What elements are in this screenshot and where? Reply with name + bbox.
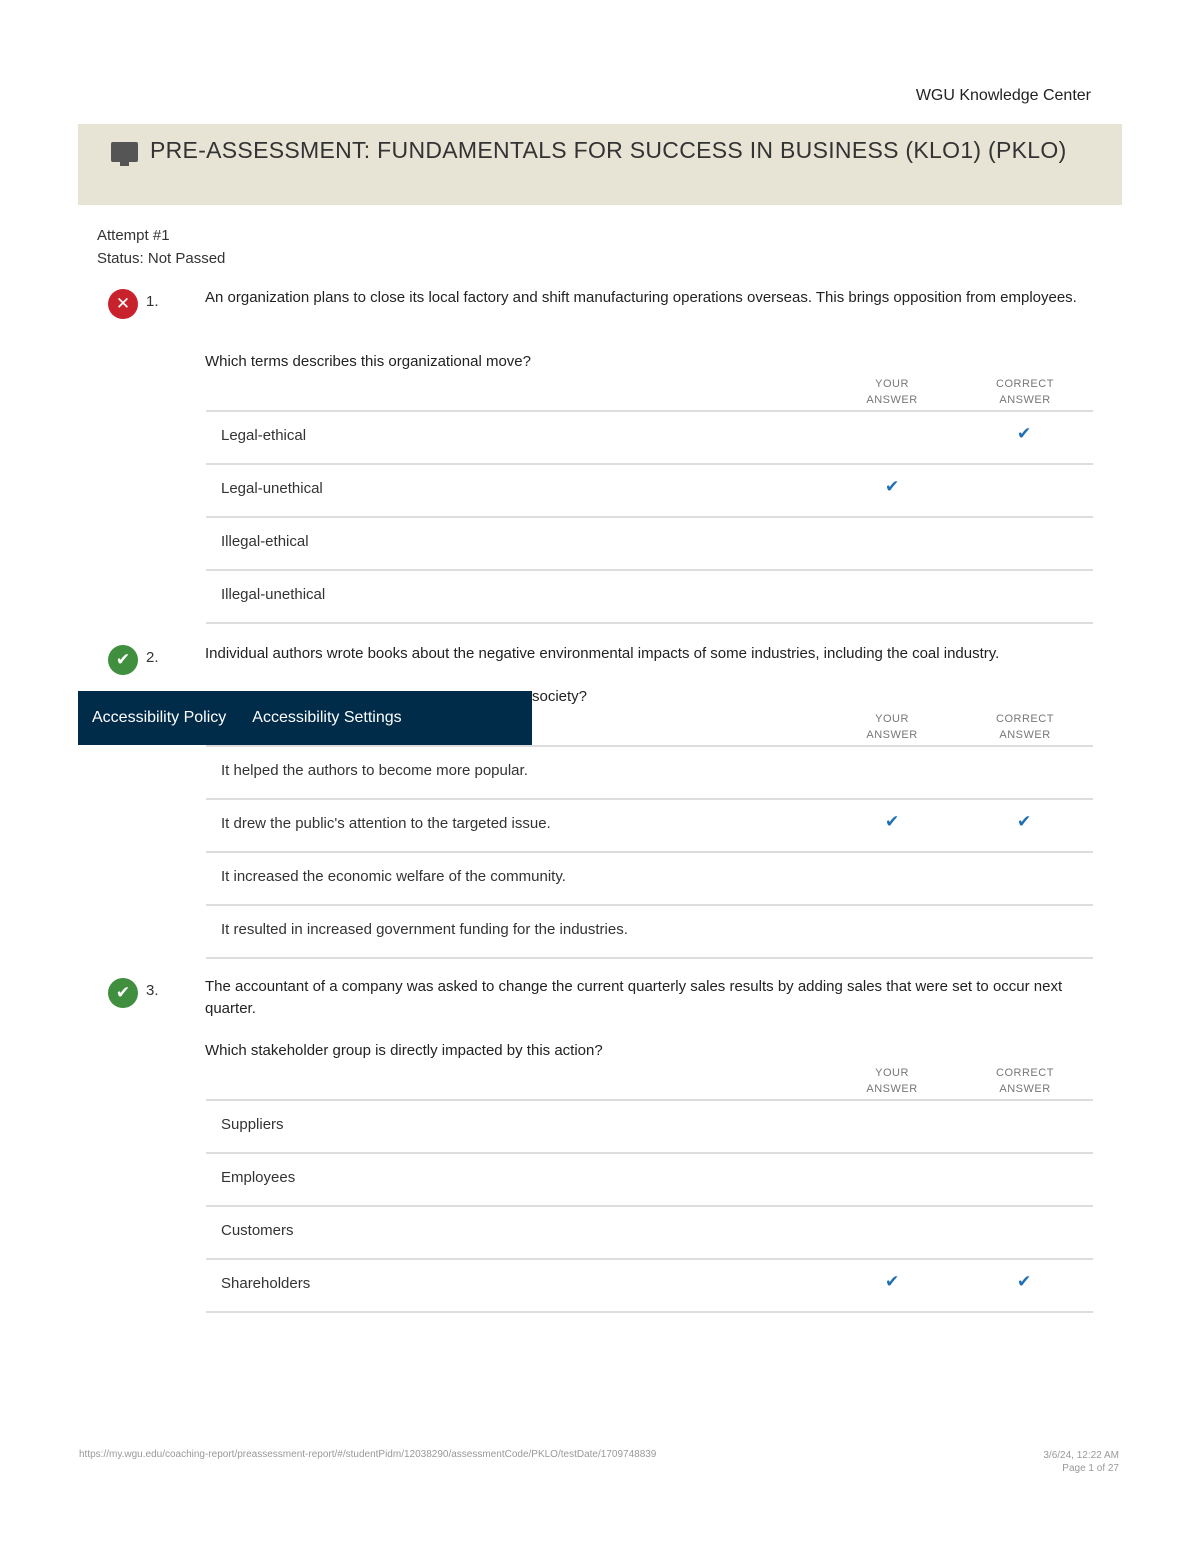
question-text: Individual authors wrote books about the negative environmental impacts of some industries, including the coal industry. [205, 645, 1000, 662]
page-header: WGU Knowledge Center [915, 87, 1091, 104]
footer-page: Page 1 of 27 [1062, 1463, 1119, 1474]
check-circle-icon: ✔ [108, 645, 138, 675]
wrong-icon: ✕ [108, 289, 138, 319]
option-row [206, 1101, 1093, 1154]
monitor-icon [111, 142, 138, 162]
option-label: Customers [221, 1222, 294, 1239]
footer-url: https://my.wgu.edu/coaching-report/preassessment-report/#/studentPidm/12038290/assessmentCode/PKLO/testDate/1709748839 [79, 1449, 657, 1460]
correct-answer-header: CORRECT ANSWER [996, 713, 1054, 741]
attempt-number: Attempt #1 [97, 227, 170, 244]
check-icon: ✔ [885, 1272, 900, 1291]
question-prompt: Which terms describes this organizational move? [205, 353, 531, 370]
option-label: Shareholders [221, 1275, 311, 1292]
correct-answer-header: CORRECT ANSWER [996, 378, 1054, 406]
footer-meta [1043, 1449, 1119, 1475]
your-answer-header: YOUR ANSWER [866, 713, 918, 741]
accessibility-settings-link[interactable]: Accessibility Settings [252, 709, 402, 726]
your-answer-header: YOUR ANSWER [866, 1067, 918, 1095]
question-number: 2. [146, 649, 159, 666]
accessibility-policy-link[interactable]: Accessibility Policy [92, 709, 227, 726]
footer-date: 3/6/24, 12:22 AM [1043, 1450, 1119, 1461]
assessment-banner [78, 124, 1122, 205]
option-row [206, 906, 1093, 959]
option-row [206, 747, 1093, 800]
option-row [206, 465, 1093, 518]
option-label: It drew the public's attention to the targeted issue. [221, 815, 551, 832]
question-number: 1. [146, 293, 159, 310]
check-circle-icon: ✔ [108, 978, 138, 1008]
options-list [206, 410, 1093, 624]
option-label: Illegal-unethical [221, 586, 326, 603]
option-label: Legal-ethical [221, 427, 307, 444]
check-icon: ✔ [1017, 812, 1032, 831]
options-list [206, 1099, 1093, 1313]
option-row [206, 412, 1093, 465]
option-row [206, 571, 1093, 624]
option-label: It helped the authors to become more popular. [221, 762, 528, 779]
check-icon: ✔ [885, 477, 900, 496]
option-label: Suppliers [221, 1116, 284, 1133]
option-label: It resulted in increased government funding for the industries. [221, 921, 628, 938]
question-text: An organization plans to close its local factory and shift manufacturing operations overseas. This brings opposition from employees. [205, 289, 1077, 306]
check-icon: ✔ [885, 812, 900, 831]
correct-answer-header: CORRECT ANSWER [996, 1067, 1054, 1095]
option-label: It increased the economic welfare of the community. [221, 868, 566, 885]
option-label: Illegal-ethical [221, 533, 309, 550]
question-prompt: Which stakeholder group is directly impacted by this action? [205, 1042, 603, 1059]
option-label: Legal-unethical [221, 480, 323, 497]
question-text: The accountant of a company was asked to change the current quarterly sales results by adding sales that were set to occur next quarter. [205, 978, 1063, 1017]
accessibility-bar [78, 691, 532, 745]
option-row [206, 853, 1093, 906]
attempt-meta [97, 224, 225, 270]
check-icon: ✔ [1017, 1272, 1032, 1291]
attempt-status: Status: Not Passed [97, 250, 226, 267]
question-number: 3. [146, 982, 159, 999]
option-row [206, 1260, 1093, 1313]
option-row [206, 518, 1093, 571]
option-label: Employees [221, 1169, 296, 1186]
check-icon: ✔ [1017, 424, 1032, 443]
option-row [206, 800, 1093, 853]
question-prompt: society? [532, 688, 588, 705]
option-row [206, 1207, 1093, 1260]
page-title: PRE-ASSESSMENT: FUNDAMENTALS FOR SUCCESS IN BUSINESS (KLO1) (PKLO) [150, 137, 1067, 163]
options-list [206, 745, 1093, 959]
your-answer-header: YOUR ANSWER [866, 378, 918, 406]
option-row [206, 1154, 1093, 1207]
